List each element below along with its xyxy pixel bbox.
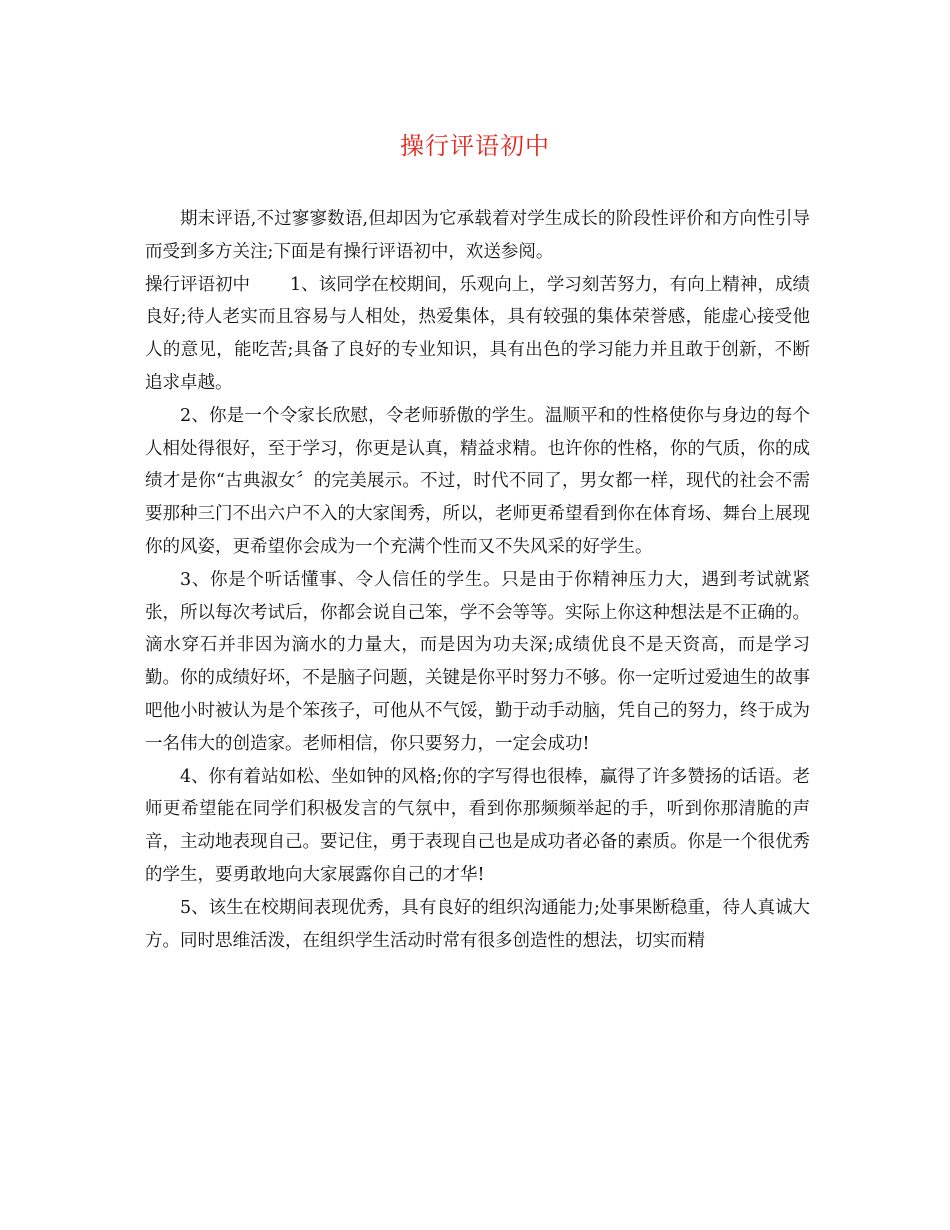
paragraph-3: 3、你是个听话懂事、令人信任的学生。只是由于你精神压力大，遇到考试就紧张，所以每次考试后，你都会说自己笨，学不会等等。实际上你这种想法是不正确的。滴水穿石并非因为滴水的力量大，而是因为功夫深;成绩优良不是天资高，而是学习勤。你的成绩好坏，不是脑子问题，关键是你平时努力不够。你一定听过爱迪生的故事吧他小时被认为是个笨孩子，可他从不气馁，勤于动手动脑，凭自己的努力，终于成为一名伟大的创造家。老师相信，你只要努力，一定会成功! bbox=[145, 569, 810, 754]
paragraph-1 bbox=[145, 269, 810, 400]
document-body bbox=[145, 203, 810, 957]
section-label: 操行评语初中 bbox=[145, 274, 250, 295]
paragraph-1-text: 1、该同学在校期间，乐观向上，学习刻苦努力，有向上精神，成绩良好;待人老实而且容易与人相处，热爱集体，具有较强的集体荣誉感，能虚心接受他人的意见，能吃苦;具备了良好的专业知识，具有出色的学习能力并且敢于创新，不断追求卓越。 bbox=[145, 274, 810, 393]
intro-paragraph: 期末评语,不过寥寥数语,但却因为它承载着对学生成长的阶段性评价和方向性引导而受到多方关注;下面是有操行评语初中，欢送参阅。 bbox=[145, 209, 810, 262]
paragraph-5: 5、该生在校期间表现优秀，具有良好的组织沟通能力;处事果断稳重，待人真诚大方。同时思维活泼，在组织学生活动时常有很多创造性的想法，切实而精 bbox=[145, 897, 810, 951]
paragraph-2: 2、你是一个令家长欣慰，令老师骄傲的学生。温顺平和的性格使你与身边的每个人相处得很好，至于学习，你更是认真，精益求精。也许你的性格，你的气质，你的成绩才是你“古典淑女〞的完美展示。不过，时代不同了，男女都一样，现代的社会不需要那种三门不出六户不入的大家闺秀，所以，老师更希望看到你在体育场、舞台上展现你的风姿，更希望你会成为一个充满个性而又不失风采的好学生。 bbox=[145, 405, 810, 557]
paragraph-4: 4、你有着站如松、坐如钟的风格;你的字写得也很棒，赢得了许多赞扬的话语。老师更希望能在同学们积极发言的气氛中，看到你那频频举起的手，听到你那清脆的声音，主动地表现自己。要记住，勇于表现自己也是成功者必备的素质。你是一个很优秀的学生，要勇敢地向大家展露你自己的才华! bbox=[145, 766, 810, 885]
document-title: 操行评语初中 bbox=[400, 132, 550, 160]
